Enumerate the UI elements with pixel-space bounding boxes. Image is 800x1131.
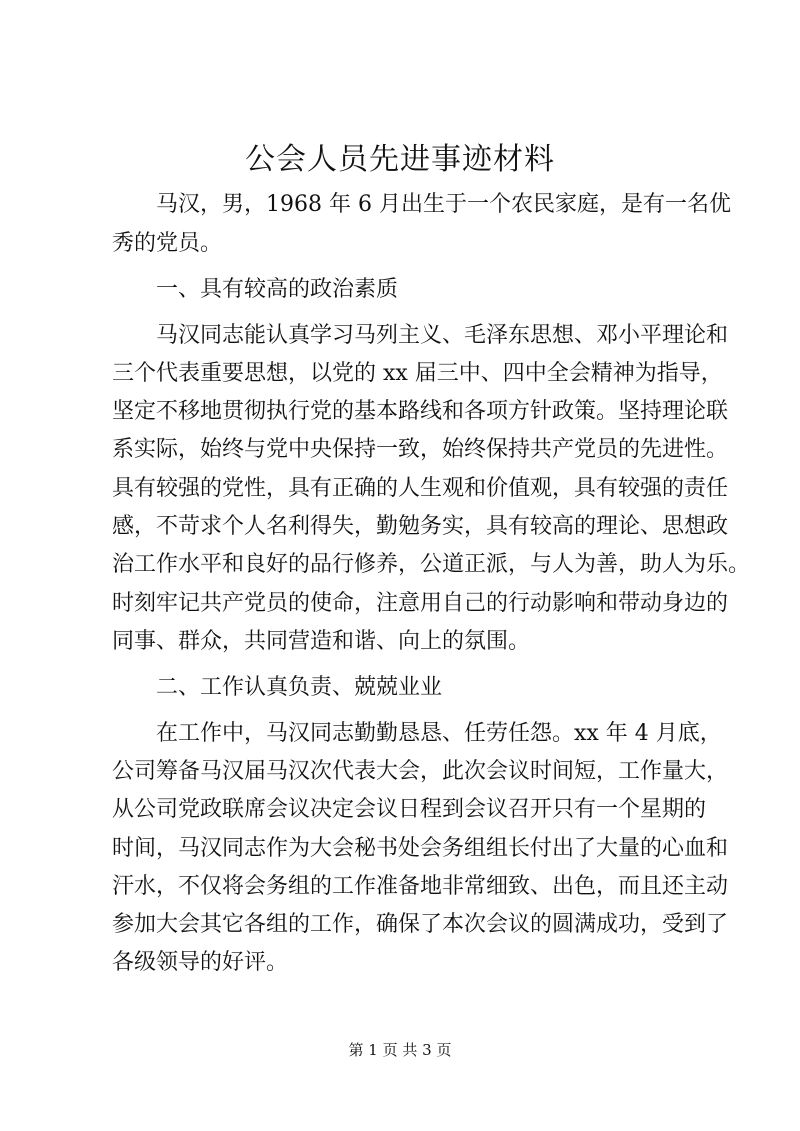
body-line: 秀的党员。 [112, 231, 223, 256]
body-line: 参加大会其它各组的工作，确保了本次会议的圆满成功，受到了 [112, 912, 729, 937]
body-line: 各级领导的好评。 [112, 950, 289, 975]
body-line: 马汉同志能认真学习马列主义、毛泽东思想、邓小平理论和 [112, 323, 729, 348]
body-line: 时间，马汉同志作为大会秘书处会务组组长付出了大量的心血和 [112, 836, 729, 861]
body-line: 公司筹备马汉届马汉次代表大会，此次会议时间短，工作量大， [112, 759, 729, 784]
body-line: 时刻牢记共产党员的使命，注意用自己的行动影响和带动身边的 [112, 591, 729, 616]
body-line: 在工作中，马汉同志勤勤恳恳、任劳任怨。xx 年 4 月底， [112, 721, 722, 746]
body-line: 治工作水平和良好的品行修养，公道正派，与人为善，助人为乐。 [112, 552, 751, 577]
section-heading: 二、工作认真负责、兢兢业业 [112, 675, 443, 700]
body-line: 马汉，男，1968 年 6 月出生于一个农民家庭，是有一名优 [112, 192, 731, 217]
body-line: 同事、群众，共同营造和谐、向上的氛围。 [112, 629, 531, 654]
document-title: 公会人员先进事迹材料 [245, 142, 555, 177]
body-line: 三个代表重要思想，以党的 xx 届三中、四中全会精神为指导， [112, 361, 723, 386]
body-line: 系实际，始终与党中央保持一致，始终保持共产党员的先进性。 [112, 437, 729, 462]
section-heading: 一、具有较高的政治素质 [112, 277, 399, 302]
body-line: 感，不苛求个人名利得失，勤勉务实，具有较高的理论、思想政 [112, 514, 729, 539]
body-line: 具有较强的党性，具有正确的人生观和价值观，具有较强的责任 [112, 476, 729, 501]
body-line: 汗水，不仅将会务组的工作准备地非常细致、出色，而且还主动 [112, 874, 729, 899]
body-line: 从公司党政联席会议决定会议日程到会议召开只有一个星期的 [112, 797, 707, 822]
page-number: 第 1 页 共 3 页 [348, 1041, 452, 1059]
body-line: 坚定不移地贯彻执行党的基本路线和各项方针政策。坚持理论联 [112, 399, 729, 424]
